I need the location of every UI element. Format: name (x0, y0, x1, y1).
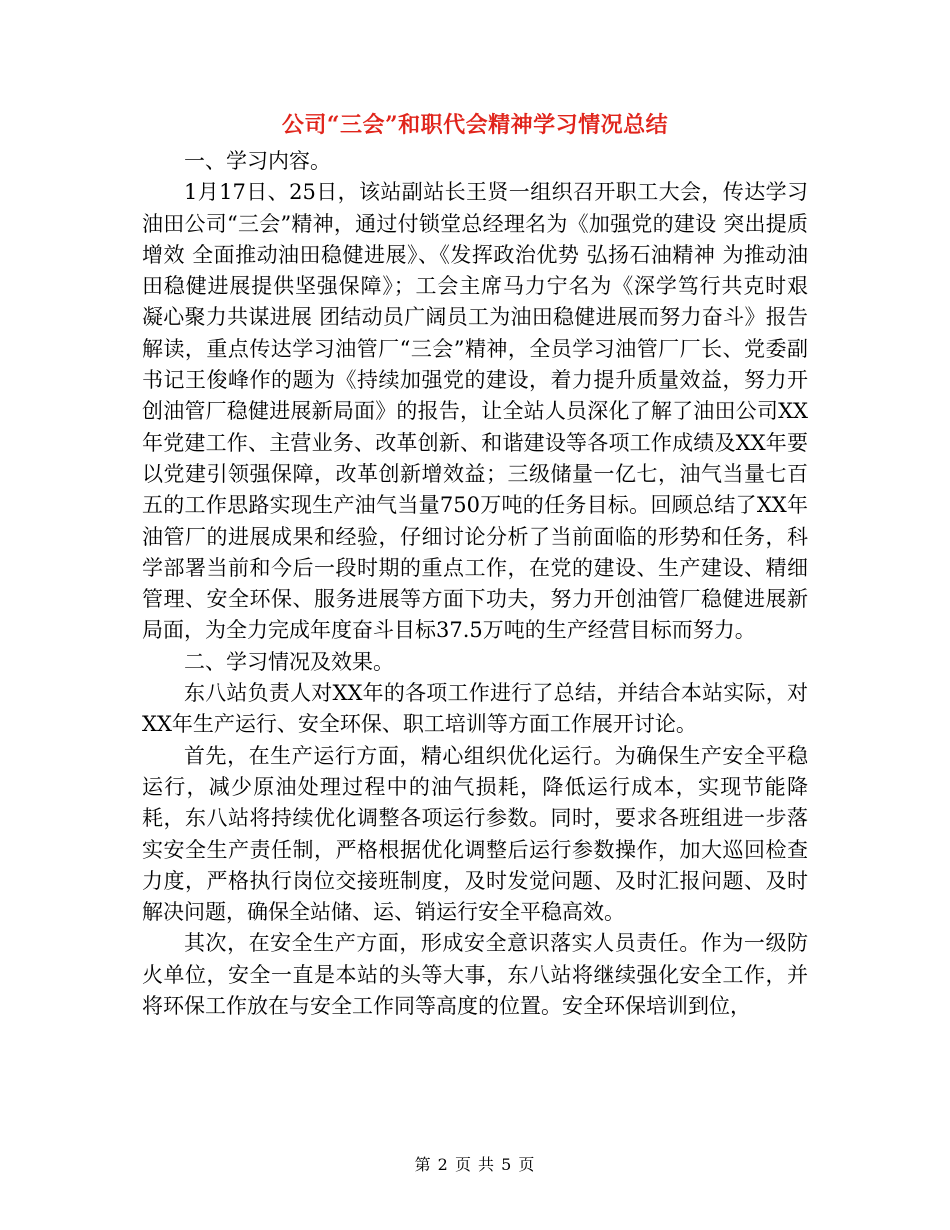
paragraph-2: 东八站负责人对XX年的各项工作进行了总结，并结合本站实际，对XX年生产运行、安全环保、职工培训等方面工作展开讨论。 (142, 681, 808, 737)
section-heading-1: 一、学习内容。 (184, 149, 331, 173)
page-number-footer: 第 2 页 共 5 页 (414, 1155, 536, 1174)
paragraph-4: 其次，在安全生产方面，形成安全意识落实人员责任。作为一级防火单位，安全一直是本站的头等大事，东八站将继续强化安全工作，并将环保工作放在与安全工作同等高度的位置。安全环保培训到位， (142, 931, 808, 1019)
document-title: 公司“三会”和职代会精神学习情况总结 (281, 112, 669, 138)
paragraph-3: 首先，在生产运行方面，精心组织优化运行。为确保生产安全平稳运行，减少原油处理过程中的油气损耗，降低运行成本，实现节能降耗，东八站将持续优化调整各项运行参数。同时，要求各班组进一步落实安全生产责任制，严格根据优化调整后运行参数操作，加大巡回检查力度，严格执行岗位交接班制度，及时发觉问题、及时汇报问题、及时解决问题，确保全站储、运、销运行安全平稳高效。 (142, 743, 808, 925)
paragraph-1: 1月17日、25日，该站副站长王贤一组织召开职工大会，传达学习油田公司“三会”精神，通过付锁堂总经理名为《加强党的建设 突出提质增效 全面推动油田稳健进展》、《发挥政治优势 弘扬石油精神 为推动油田稳健进展提供坚强保障》；工会主席马力宁名为《深学笃行共克时艰 凝心聚力共谋进展 团结动员广阔员工为油田稳健进展而努力奋斗》报告解读，重点传达学习油管厂“三会”精神，全员学习油管厂厂长、党委副书记王俊峰作的题为《持续加强党的建设，着力提升质量效益，努力开创油管厂稳健进展新局面》的报告，让全站人员深化了解了油田公司XX年党建工作、主营业务、改革创新、和谐建设等各项工作成绩及XX年要以党建引领强保障，改革创新增效益；三级储量一亿七，油气当量七百五的工作思路实现生产油气当量750万吨的任务目标。回顾总结了XX年油管厂的进展成果和经验，仔细讨论分析了当前面临的形势和任务，科学部署当前和今后一段时期的重点工作，在党的建设、生产建设、精细管理、安全环保、服务进展等方面下功夫，努力开创油管厂稳健进展新局面，为全力完成年度奋斗目标37.5万吨的生产经营目标而努力。 (142, 180, 808, 643)
section-heading-2: 二、学习情况及效果。 (184, 649, 394, 674)
document-body (142, 146, 808, 1022)
